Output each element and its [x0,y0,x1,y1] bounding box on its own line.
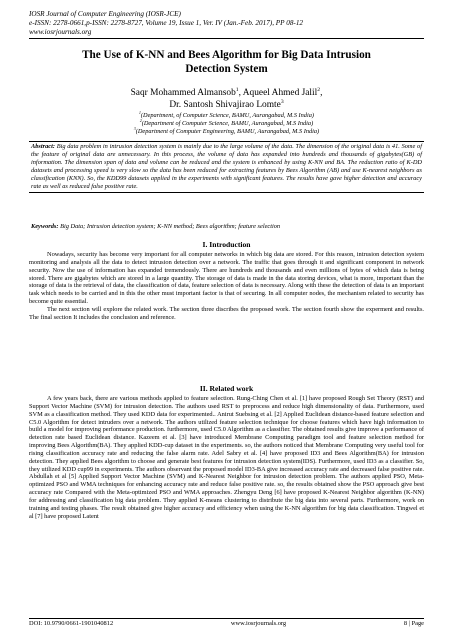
journal-issn: e-ISSN: 2278-0661,p-ISSN: 2278-8727, Volume 19, Issue 1, Ver. IV (Jan.-Feb. 2017), PP 08-12 [29,19,304,27]
section-heading-introduction: I. Introduction [202,240,251,249]
affiliation: $^1$(Department, of Computer Science, BAMU, Aurangabad, M.S India) [139,110,314,119]
footer-page-number: 8 | Page [403,620,424,627]
paragraph: The next section will explore the related work. The section three discribes the proposed work. The section fourth show the experment and results. The final section It includes the conclusion and reference. [29,305,424,321]
author-affil-marker: 1 [235,86,239,93]
abstract-label: Abstract: [31,143,55,150]
section-heading-related-work: II. Related work [199,384,254,393]
paper-title-line2: Detection System [185,63,268,75]
abstract-text: Big data problem in intrusion detection system is mainly due to the large volume of the data. The dimension of the original data is 41. Some of the feature of original data are unnecessary. In this process, the volume of data has expanded into hundreds and thousands of gigabytes(GB) of information. The dimension span of data and volume can be reduced and the system is enhanced by using K-NN and BA. The reduction ratio of K-DD datasets and processing speed is very slow so the data has been reduced for extracting features by Bees Algorithm (AB) and use K-nearest neighbors as classification (KNN). So, the KDD99 datasets applied in the experiments with significant features. The results have gave higher detection and accuracy rate as well as reduced false positive rate. [31,143,422,190]
paper-title [29,48,424,76]
keywords-block [31,223,424,231]
abstract-block [29,141,424,193]
introduction-body [29,251,424,322]
journal-header [29,10,303,37]
affiliation: $^3$(Department of Computer Engineering, BAMU, Aurangabad, M.S India) [133,126,320,135]
keywords-label: Keywords: [31,223,59,230]
author-name: Dr. Santosh Shivajirao Lomte [169,100,281,110]
footer-doi: DOI: 10.9790/0661-1901040812 [29,620,114,627]
footer-website: www.iosrjournals.org [230,620,287,627]
page-footer [29,620,424,628]
paragraph: Nowadays, security has become very important for all computer networks in which big data are stored. For this reason, intrusion detection system monitoring and analysis all the data to detect intrusion detection over a network. The traffic that goes through it and significant component in network security. Now the use of information has expanded tremendously. There are hundreds and thousands and even millions of bytes of which data is being stored. There are gigabytes which are stored in a large quantity. The storage of data is made in the data storing devices, what is more, important than the storage of data is the retrieval of data, the classification of data, feature selection of data is necessary. Along with these the detection of data is an important task which needs to be carried and in this the other must important factor is that of securing. In all computer nodes, the mechanism related to security has become quite essential. [29,251,424,306]
author-name: Aqueel Ahmed Jalil [242,88,318,98]
author-affil-marker: 3 [280,98,284,105]
author-name: Saqr Mohammed Almansob [130,88,236,98]
affiliation: $^2$(Department of Computer Science, BAMU, Aurangabad, M.S India) [139,118,314,127]
header-rule [29,38,424,39]
author-affil-marker: 2 [317,86,321,93]
paper-title-line1: The Use of K-NN and Bees Algorithm for Big Data Intrusion [82,49,371,61]
footer-rule [29,618,424,619]
related-work-body [29,395,424,521]
journal-website: www.iosrjournals.org [29,28,92,36]
affiliation-list [29,112,424,136]
keywords-text: Big Data; Intrusion detection system; K-NN method; Bees algorithm; feature selection [60,223,281,230]
author-list: Saqr Mohammed Almansob$^1$, Aqueel Ahmed Jalil$^2$, Dr. Santosh Shivajirao Lomte$^3$ [130,86,323,110]
paragraph: A few years back, there are various methods applied to feature selection. Rung-Ching Chen et al. [1] have proposed Rough Set Theory (RST) and Support Vector Machine (SVM) for intrusion detection. The authors used RST to preprocess and reduce high dimensionality of data. Furthermore, used SVM as a classification method. They used KDD data for experimented.. Anirut Suebsing et al. [2] Applied Euclidean distance-based feature selection and C5.0 Algorithm for detect intruders over a network. The authors utilized feature selection technique for choose features which have high information to build a model for improving performance production. furthermore, used C5.0 Algorithm as a classifier. The obtained results give improve a performance of detection rate based Euclidean distance. Kazeem et al. [3] have introduced Membrane Computing paradigm tool and feature selection method for improving Bees Algorithm(BA). They applied KDD-cup dataset in the experiments. so, the authors noticed that Membrane Computing very useful tool for rising classification accuracy rate and reducing the false alarm rate. Adel Sabry et al. [4] have proposed ID3 and Bees Algorithm(BA) for intrusion detection. They applied Bees algorithm to choose and generate best features for intrusion detection system(IDS). Furthermore, used ID3 as a classifier. So, they utilized KDD cup99 in experiments. The authors observant the proposed model ID3-BA give increased accuracy rate and decreased false positive rate. Abdullah et al [5] Applied Support Vector Machine (SVM) and K-Nearest Neighbor for intrusion detection problem. The authors applied PSO, Meta-optimized PSO and WMA techniques for enhancing accuracy rate and reduce false positive rate. so, the results obtained show the PSO approach give best accuracy rate Compared with the Meta-optimized PSO and WMA approaches. Zhengyu Deng [6] have proposed K-Nearest Neighbor algorithm (K-NN) for addressing and classification big data problem. They applied K-means clustering to distribute the big data into several parts. Furthermore, work on training and testing phases. The result obtained give higher accuracy and efficiency when using the K-NN algorithm for big data classification. Tingwel et al [7] have proposed Latent [29,395,424,520]
journal-name: IOSR Journal of Computer Engineering (IOSR-JCE) [29,10,181,18]
